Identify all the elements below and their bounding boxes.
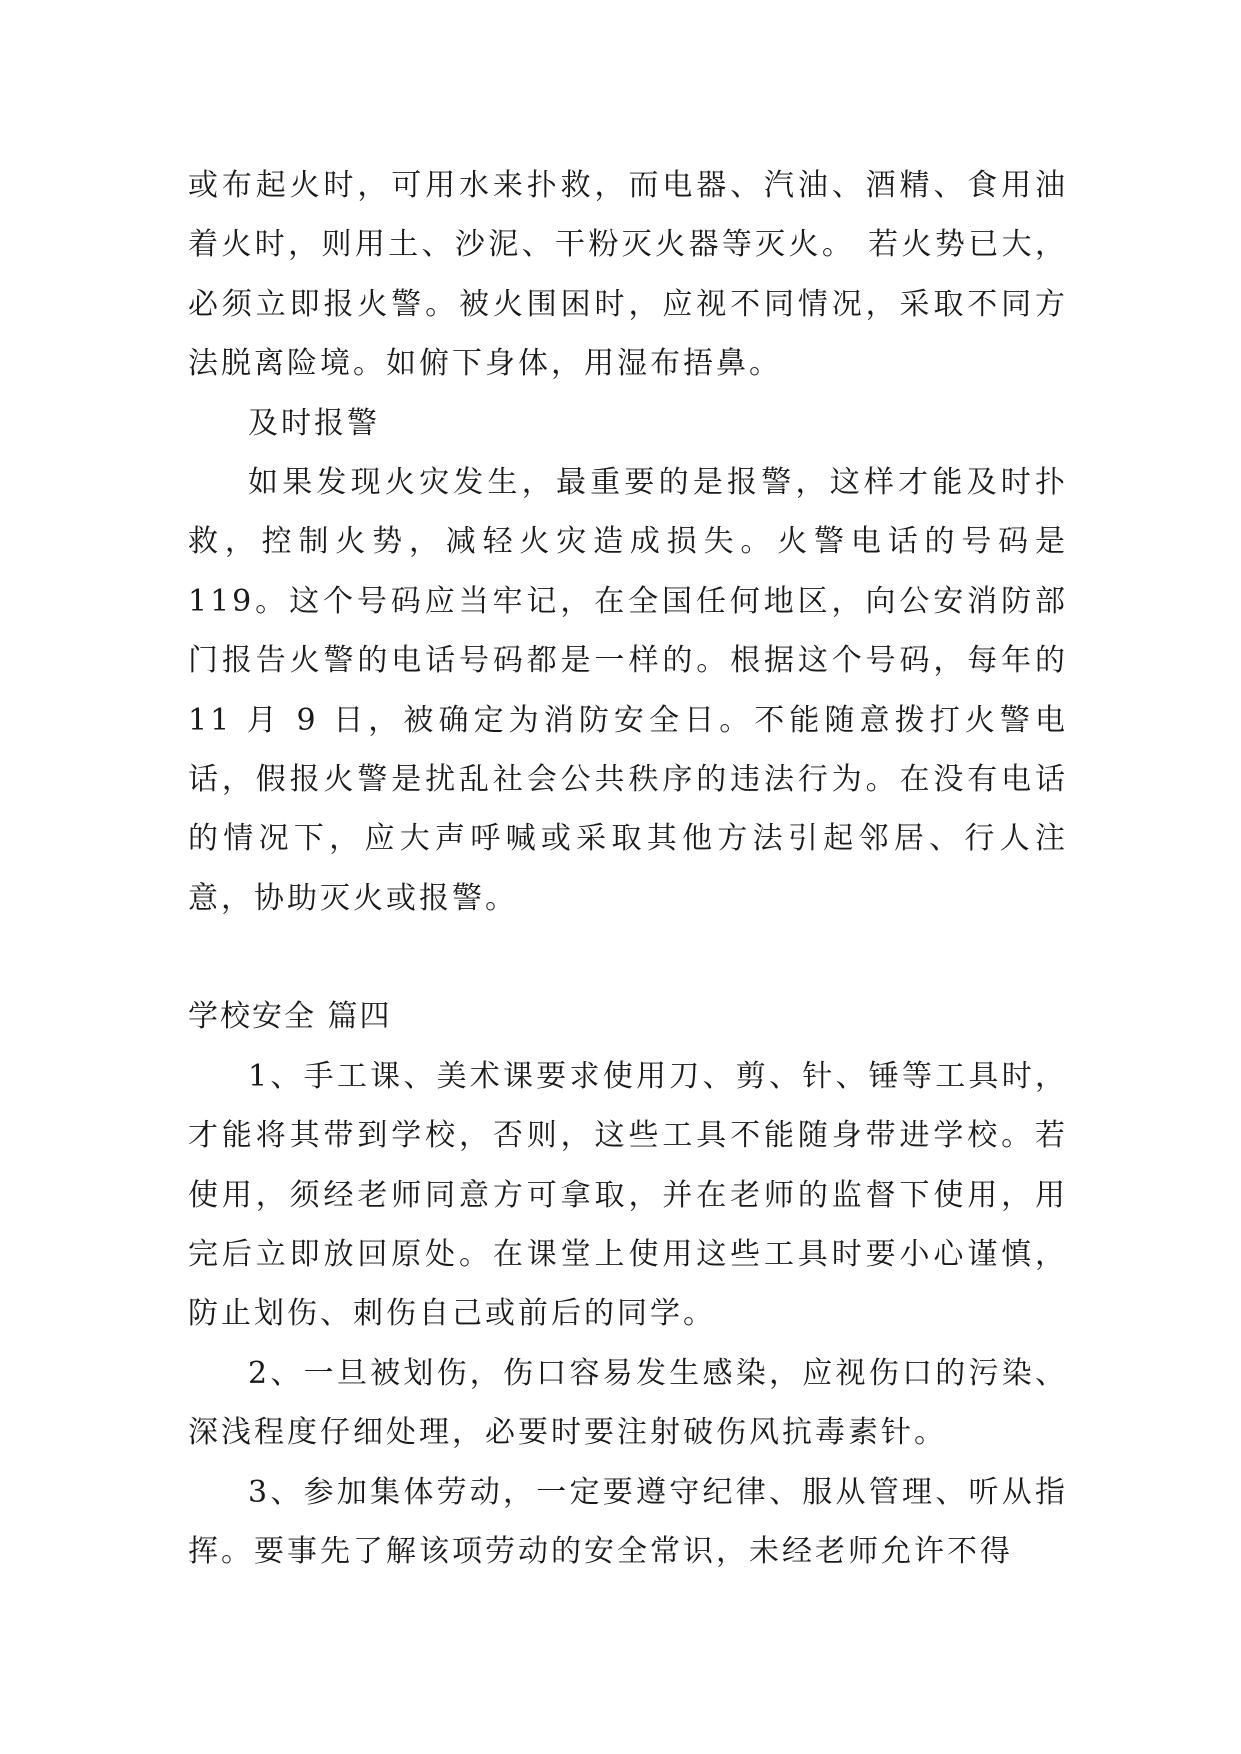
paragraph-item-1: 1、手工课、美术课要求使用刀、剪、针、锤等工具时，才能将其带到学校，否则，这些工具不能随身带进学校。若使用，须经老师同意方可拿取，并在老师的监督下使用，用完后立即放回原处。在课堂上使用这些工具时要小心谨慎，防止划伤、刺伤自己或前后的同学。 (188, 1058, 1068, 1332)
paragraph-report-alarm: 如果发现火灾发生，最重要的是报警，这样才能及时扑救，控制火势，减轻火灾造成损失。火警电话的号码是119。这个号码应当牢记，在全国任何地区，向公安消防部门报告火警的电话号码都是一样的。根据这个号码，每年的11 月 9 日，被确定为消防安全日。不能随意拨打火警电话，假报火警是扰乱社会公共秩序的违法行为。在没有电话的情况下，应大声呼喊或采取其他方法引起邻居、行人注意，协助灭火或报警。 (188, 465, 1068, 916)
paragraph-item-3: 3、参加集体劳动，一定要遵守纪律、服从管理、听从指挥。要事先了解该项劳动的安全常识，未经老师允许不得 (188, 1474, 1068, 1569)
section-title-school-safety: 学校安全 篇四 (188, 999, 392, 1035)
heading-report-alarm: 及时报警 (248, 405, 380, 441)
paragraph-fire-extinguishing: 或布起火时，可用水来扑救，而电器、汽油、酒精、食用油着火时，则用土、沙泥、干粉灭火器等灭火。 若火势已大，必须立即报火警。被火围困时，应视不同情况，采取不同方法脱离险境。如俯下身体，用湿布捂鼻。 (188, 168, 1068, 382)
paragraph-item-2: 2、一旦被划伤，伤口容易发生感染，应视伤口的污染、深浅程度仔细处理，必要时要注射破伤风抗毒素针。 (188, 1355, 1068, 1451)
document-page (188, 156, 1068, 1581)
